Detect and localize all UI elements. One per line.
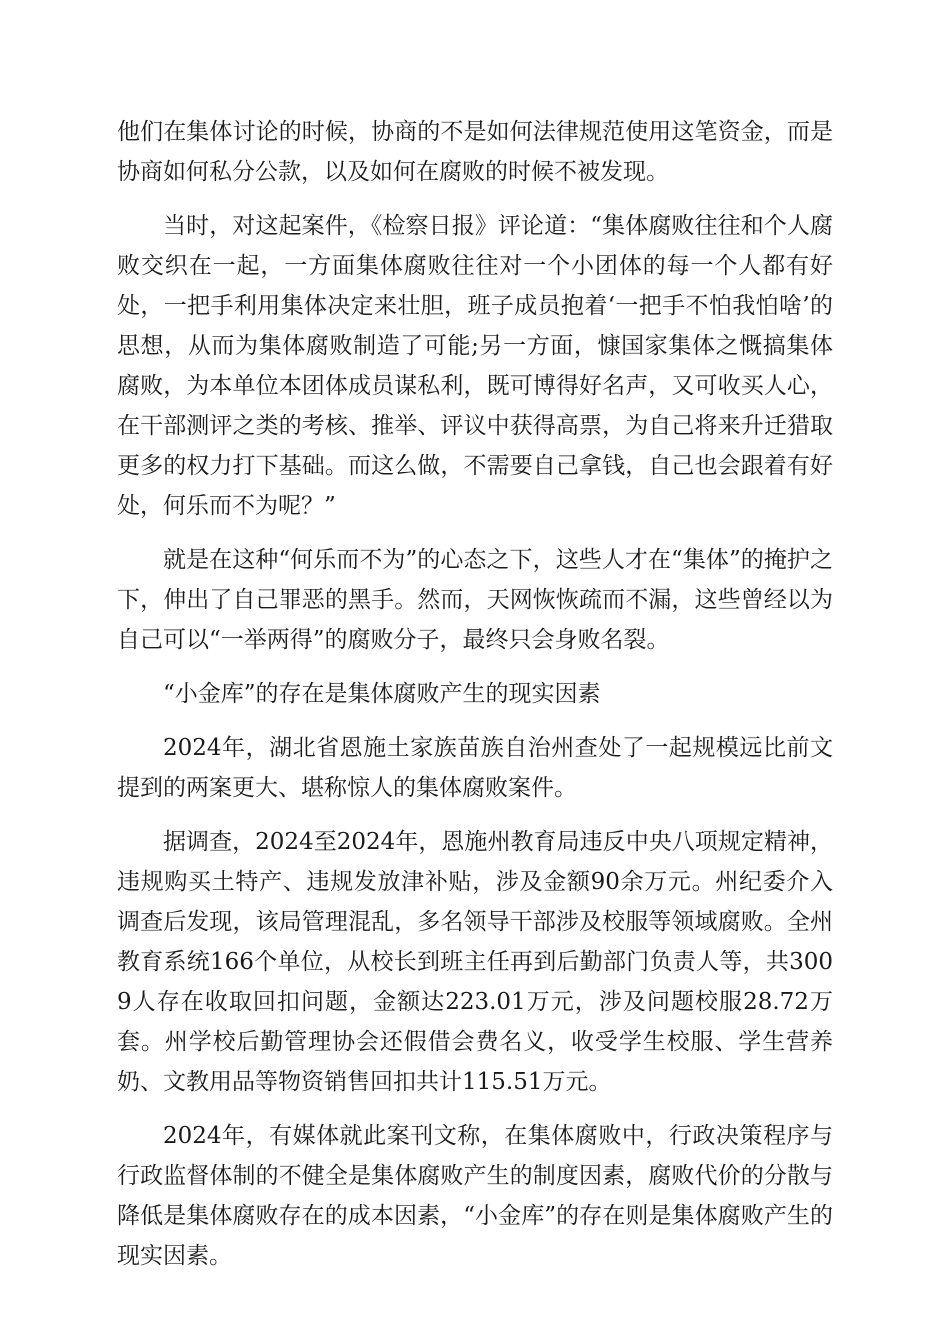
paragraph-media-commentary: 2024年，有媒体就此案刊文称，在集体腐败中，行政决策程序与行政监督体制的不健全是集体腐败产生的制度因素，腐败代价的分散与降低是集体腐败存在的成本因素，“小金库”的存在则是集体腐败产生的现实因素。 <box>117 1123 833 1269</box>
paragraph-quote-procuratorate-daily: 当时，对这起案件，《检察日报》评论道：“集体腐败往往和个人腐败交织在一起，一方面集体腐败往往对一个小团体的每一个人都有好处，一把手利用集体决定来壮胆，班子成员抱着‘一把手不怕我怕啥’的思想，从而为集体腐败制造了可能;另一方面，慷国家集体之慨搞集体腐败，为本单位本团体成员谋私利，既可博得好名声，又可收买人心，在干部测评之类的考核、推举、评议中获得高票，为自己将来升迁猎取更多的权力打下基础。而这么做，不需要自己拿钱，自己也会跟着有好处，何乐而不为呢？” <box>117 213 833 519</box>
paragraph-conclusion: 就是在这种“何乐而不为”的心态之下，这些人才在“集体”的掩护之下，伸出了自己罪恶的黑手。然而，天网恢恢疏而不漏，这些曾经以为自己可以“一举两得”的腐败分子，最终只会身败名裂。 <box>117 547 833 653</box>
document-body <box>117 112 833 1290</box>
section-heading: “小金库”的存在是集体腐败产生的现实因素 <box>163 681 601 707</box>
paragraph-enshi-case-intro: 2024年，湖北省恩施土家族苗族自治州查处了一起规模远比前文提到的两案更大、堪称惊人的集体腐败案件。 <box>117 735 833 801</box>
paragraph-continuation: 他们在集体讨论的时候，协商的不是如何法律规范使用这笔资金，而是协商如何私分公款，以及如何在腐败的时候不被发现。 <box>117 119 833 185</box>
paragraph-investigation-details: 据调查，2024至2024年，恩施州教育局违反中央八项规定精神，违规购买土特产、违规发放津补贴，涉及金额90余万元。州纪委介入调查后发现，该局管理混乱，多名领导干部涉及校服等领域腐败。全州教育系统166个单位，从校长到班主任再到后勤部门负责人等，共3009人存在收取回扣问题，金额达223.01万元，涉及问题校服28.72万套。州学校后勤管理协会还假借会费名义，收受学生校服、学生营养奶、文教用品等物资销售回扣共计115.51万元。 <box>117 829 833 1095</box>
